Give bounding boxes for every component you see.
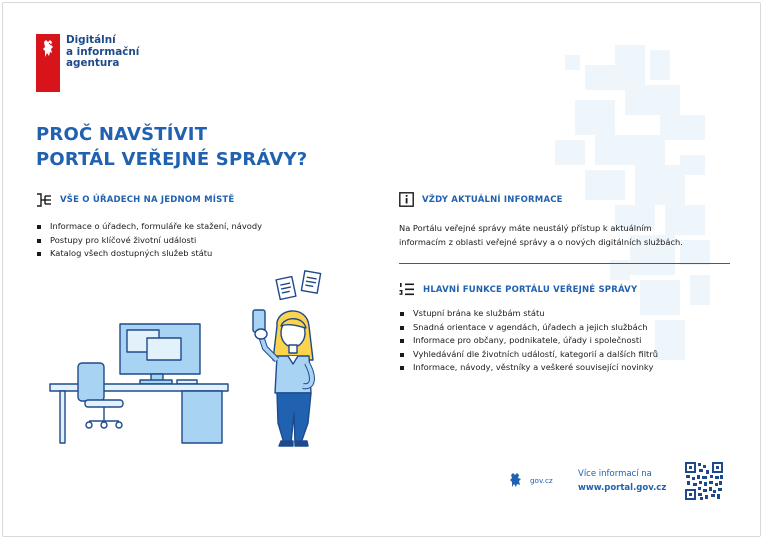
logo-line-3: agentura [66,57,120,70]
agency-logo[interactable] [36,34,139,92]
more-info [578,467,666,495]
section-functions-list [399,307,658,375]
list-item: Katalog všech dostupných služeb státu [36,247,262,261]
document-icon [276,271,321,300]
logo-text [66,35,139,70]
page-title [36,122,307,172]
chair-icon [78,363,123,428]
info-icon [399,192,414,207]
list-item: Postupy pro klíčové životní události [36,234,262,248]
section-offices-title: VŠE O ÚŘADECH NA JEDNOM MÍSTĚ [60,195,235,205]
list-item: Vstupní brána ke službám státu [399,307,658,321]
section-offices-list [36,220,262,261]
portal-url-link[interactable]: www.portal.gov.cz [578,483,667,493]
gov-cz-label: gov.cz [530,475,553,485]
list-item: Snadná orientace v agendách, úřadech a jejich službách [399,321,658,335]
lion-icon [508,472,524,488]
section-offices-heading [36,193,234,207]
section-info-heading [399,192,563,207]
office-illustration [45,268,345,453]
title-line-2: PORTÁL VEŘEJNÉ SPRÁVY? [36,149,308,170]
list-item: Informace o úřadech, formuláře ke stažení, návody [36,220,262,234]
logo-line-1: Digitální [66,34,116,46]
monitor-icon [120,324,200,384]
more-info-label: Více informací na [578,469,652,479]
section-info-text [399,222,739,249]
person-with-phone-icon [253,310,313,446]
section-info-title: VŽDY AKTUÁLNÍ INFORMACE [422,194,563,205]
section-functions-title: HLAVNÍ FUNKCE PORTÁLU VEŘEJNÉ SPRÁVY [423,284,638,295]
list-item: Informace, návody, věstníky a veškeré související novinky [399,361,658,375]
desk-icon [50,384,228,443]
title-line-1: PROČ NAVŠTÍVIT [36,124,208,145]
coat-of-arms-icon [36,34,60,92]
logo-line-2: a informační [66,45,140,58]
info-line-2: informacím z oblasti veřejné správy a o nových digitálních službách. [399,236,683,247]
list-item: Vyhledávání dle životních událostí, kategorií a dalších filtrů [399,348,658,362]
hierarchy-icon [36,193,52,207]
section-divider [399,263,730,264]
list-item: Informace pro občany, podnikatele, úřady i společnosti [399,334,658,348]
qr-code-icon[interactable] [685,462,723,500]
info-line-1: Na Portálu veřejné správy máte neustálý přístup k aktuálním [399,223,652,233]
section-functions-heading [399,282,637,297]
gov-cz-logo[interactable] [508,472,553,488]
numbered-list-icon [399,282,415,297]
